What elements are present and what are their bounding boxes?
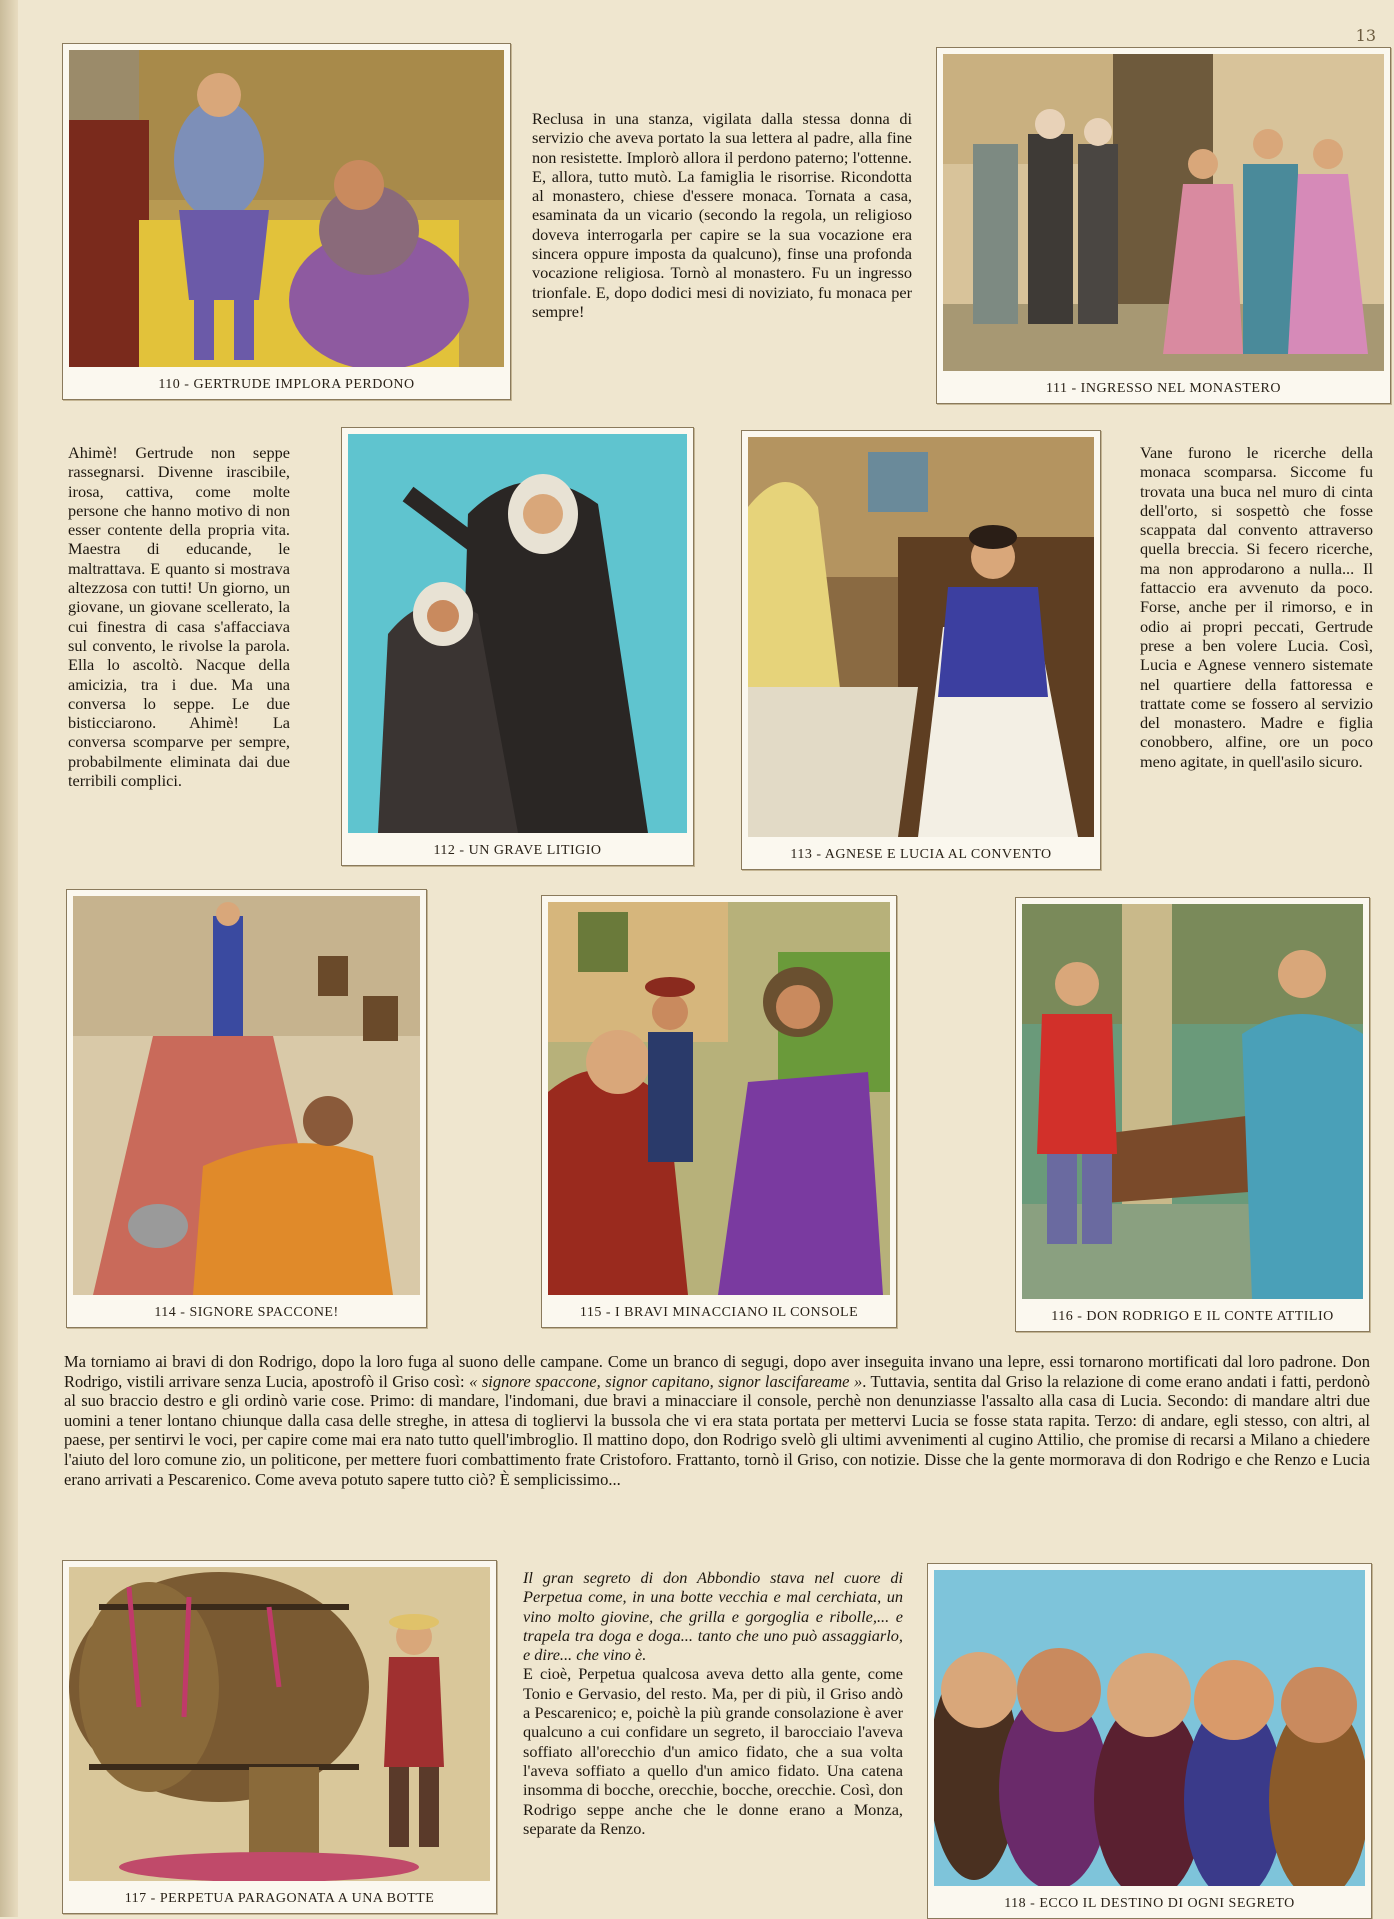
text-block-5 [523,1568,903,1838]
illustration-112 [348,434,687,833]
caption-111: 111 - INGRESSO NEL MONASTERO [1046,381,1281,396]
illustration-115 [548,902,890,1295]
card-113 [741,430,1101,870]
illustration-113 [748,437,1094,837]
caption-118: 118 - ECCO IL DESTINO DI OGNI SEGRETO [1004,1896,1295,1911]
card-111 [936,47,1391,404]
illustration-114 [73,896,420,1295]
illustration-111 [943,54,1384,371]
page-gutter [0,0,18,1917]
caption-112: 112 - UN GRAVE LITIGIO [433,843,602,858]
text-block-5-body: E cioè, Perpetua qualcosa aveva detto alla gente, come Tonio e Gervasio, del resto. Ma, per di più, il Griso andò a Pescarenico; e, poichè la più grande consolazione è aver qualcuno a cui confidare un segreto, il barocciaio l'aveva soffiato all'orecchio d'un amico fidato, che a sua volta l'aveva soffiato a quello d'un amico fidato. Una catena insomma di bocche, orecchie, bocche, orecchie. Così, don Rodrigo seppe anche che le donne erano a Monza, separate da Renzo. [523,1664,903,1838]
caption-113: 113 - AGNESE E LUCIA AL CONVENTO [790,847,1052,862]
text-block-4 [64,1352,1370,1489]
text-block-2: Ahimè! Gertrude non seppe rassegnarsi. Divenne irascibile, irosa, cattiva, come molte persone che hanno motivo di non esser contente della propria vita. Maestra di educande, le maltrattava. E quanto si mostrava altezzosa con tutti! Un giorno, un giovane, un giovane scellerato, la cui finestra di casa s'affacciava sul convento, le rivolse la parola. Ella lo ascoltò. Nacque della amicizia, tra i due. Ma una conversa lo seppe. Le due bisticciarono. Ahimè! La conversa scomparve per sempre, probabilmente eliminata dai due terribili complici. [68,443,290,791]
page-number: 13 [1355,26,1376,45]
card-118 [927,1563,1372,1919]
illustration-118 [934,1570,1365,1886]
caption-116: 116 - DON RODRIGO E IL CONTE ATTILIO [1051,1309,1334,1324]
card-117 [62,1560,497,1914]
caption-114: 114 - SIGNORE SPACCONE! [154,1305,339,1320]
caption-117: 117 - PERPETUA PARAGONATA A UNA BOTTE [124,1891,435,1906]
illustration-110 [69,50,504,367]
text-block-1: Reclusa in una stanza, vigilata dalla stessa donna di servizio che aveva portato la sua lettera al padre, alla fine non resistette. Implorò allora il perdono paterno; l'ottenne. E, allora, tutto mutò. La famiglia le risorrise. Ricondotta al monastero, chiese d'essere monaca. Tornata a casa, esaminata da un vicario (secondo la regola, un religioso doveva interrogarla per capire se la sua vocazione era sincera oppure imposta da qualcuno), finse una profonda vocazione religiosa. Tornò al monastero. Fu un ingresso trionfale. E, dopo dodici mesi di noviziato, fu monaca per sempre! [532,109,912,321]
text-block-5-quote: Il gran segreto di don Abbondio stava nel cuore di Perpetua come, in una botte vecchia e mal cerchiata, un vino molto giovine, che grilla e gorgoglia e ribolle,... e trapela tra doga e doga... tanto che uno può assaggiarlo, e dire... che vino è. [523,1568,903,1665]
text-block-4-part-a: Ma torniamo ai bravi di don Rodrigo, dopo la loro fuga al suono delle campane. Come un branco di segugi, dopo aver inseguita invano una lepre, essi tornarono mortificati dal loro padrone. Don Rodrigo, vistili arrivare senza Lucia, apostrofò il Griso così: [64,1352,1370,1391]
text-block-3: Vane furono le ricerche della monaca scomparsa. Siccome fu trovata una buca nel muro di cinta dell'orto, si sospettò che fosse scappata dal convento attraverso quella breccia. Si fecero ricerche, ma non approdarono a nulla... Il fattaccio era avvenuto da poco. Forse, anche per il rimorso, e in odio ai propri peccati, Gertrude prese a ben volere Lucia. Così, Lucia e Agnese vennero sistemate nel quartiere della fattoressa e trattate come se fossero al servizio del monastero. Madre e figlia conobbero, alfine, ore un poco meno agitate, in quell'asilo sicuro. [1140,443,1373,771]
text-block-4-part-b: . Tuttavia, sentita dal Griso la relazione di come erano andati i fatti, perdonò al suo braccio destro e gli ordinò varie cose. Primo: di mandare, l'indomani, due bravi a minacciare il console, perchè non denunziasse l'assalto alla casa di Lucia. Secondo: di mandare altri due uomini a tener lontano chiunque dalla casa delle streghe, in attesa di togliervi la bussola che vi era stata portata per mettervi Lucia se fosse stata rapita. Terzo: di andare, egli stesso, con altri, al paese, per sentirvi le voci, per capire come mai era nato tutto quell'imbroglio. Il mattino dopo, don Rodrigo svelò gli ultimi avvenimenti al cugino Attilio, che promise di recarsi a Milano a chiedere l'aiuto del loro comune zio, un politicone, per mettere fuori combattimento frate Cristoforo. Frattanto, tornò il Griso, con notizie. Disse che la gente mormorava di don Rodrigo e che Renzo e Lucia erano arrivati a Pescarenico. Come aveva potuto sapere tutto ciò? È semplicissimo... [64,1371,1371,1489]
caption-115: 115 - I BRAVI MINACCIANO IL CONSOLE [579,1305,859,1320]
card-112 [341,427,694,866]
card-114 [66,889,427,1328]
card-115 [541,895,897,1328]
text-block-4-quote: « signore spaccone, signor capitano, signor lascifareame » [469,1371,863,1391]
caption-110: 110 - GERTRUDE IMPLORA PERDONO [158,377,415,392]
card-110 [62,43,511,400]
illustration-116 [1022,904,1363,1299]
card-116 [1015,897,1370,1332]
illustration-117 [69,1567,490,1881]
